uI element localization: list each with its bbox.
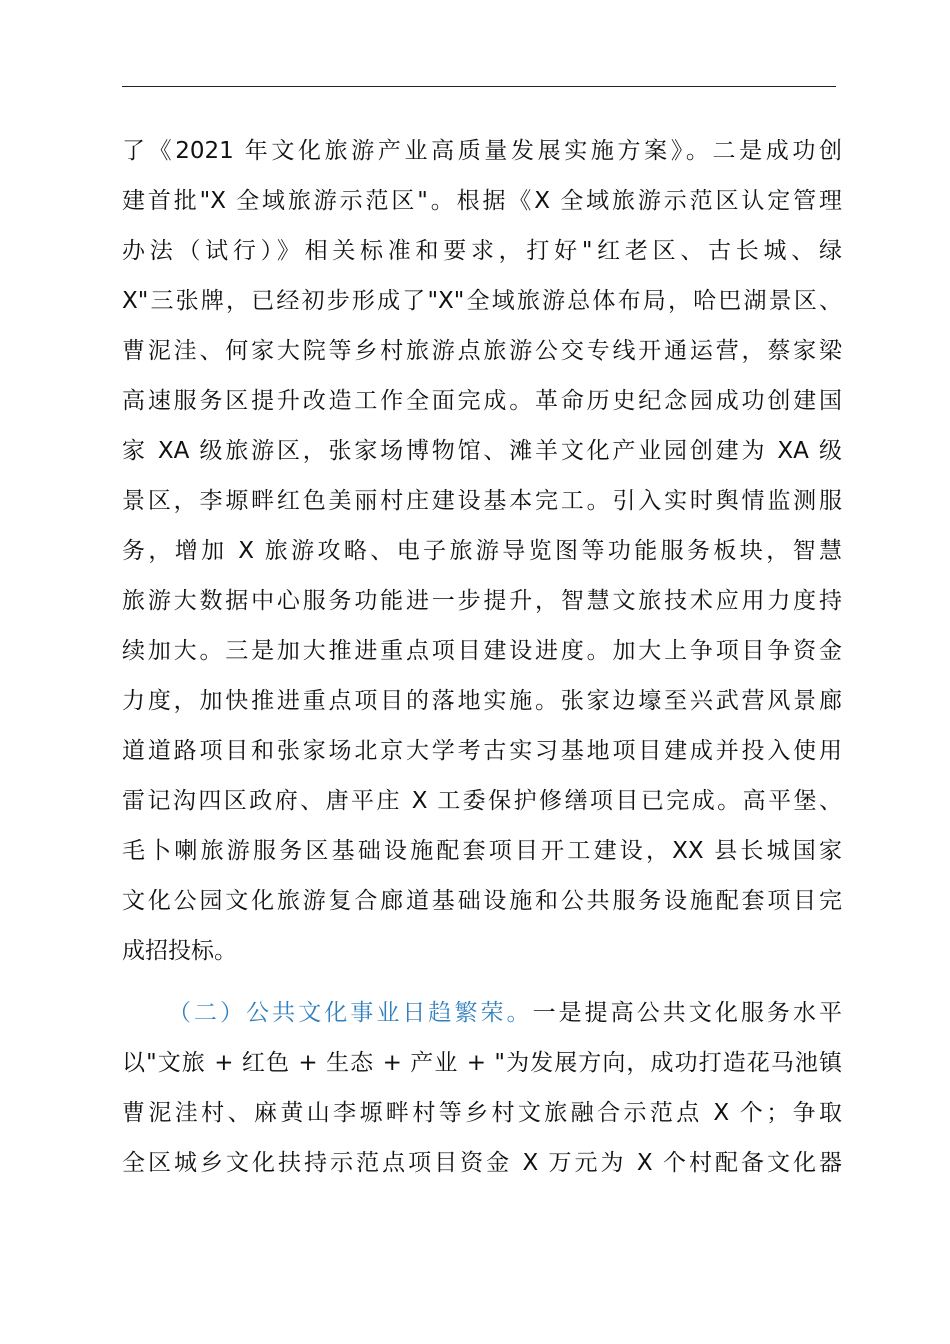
heading-line-text: 一是提高公共文化服务水平 — [532, 1000, 843, 1026]
paragraph-gap — [122, 976, 842, 988]
header-rule — [122, 86, 836, 87]
text-line: 旅游大数据中心服务功能进一步提升，智慧文旅技术应用力度持 — [122, 588, 842, 614]
text-line: X"三张牌，已经初步形成了"X"全域旅游总体布局，哈巴湖景区、 — [122, 288, 842, 314]
text-line: 家 XA 级旅游区，张家场博物馆、滩羊文化产业园创建为 XA 级 — [122, 438, 842, 464]
paragraph-1 — [122, 126, 842, 976]
text-line: 曹泥洼村、麻黄山李塬畔村等乡村文旅融合示范点 X 个；争取 — [122, 1100, 842, 1126]
text-line: 成招投标。 — [122, 938, 237, 964]
text-line: 毛卜喇旅游服务区基础设施配套项目开工建设，XX 县长城国家 — [122, 838, 842, 864]
text-line: 雷记沟四区政府、唐平庄 X 工委保护修缮项目已完成。高平堡、 — [122, 788, 842, 814]
text-line: 以"文旅 + 红色 + 生态 + 产业 + "为发展方向，成功打造花马池镇 — [122, 1050, 842, 1076]
text-line: 办法（试行）》相关标准和要求，打好"红老区、古长城、绿 — [122, 238, 842, 264]
paragraph-2 — [122, 988, 842, 1188]
text-line: 务，增加 X 旅游攻略、电子旅游导览图等功能服务板块，智慧 — [122, 538, 842, 564]
text-line: 建首批"X 全域旅游示范区"。根据《X 全域旅游示范区认定管理 — [122, 188, 842, 214]
body-text — [122, 126, 842, 1188]
text-line: 道道路项目和张家场北京大学考古实习基地项目建成并投入使用 — [122, 738, 842, 764]
section-heading: （二）公共文化事业日趋繁荣。 — [168, 1000, 533, 1026]
text-line: 文化公园文化旅游复合廊道基础设施和公共服务设施配套项目完 — [122, 888, 842, 914]
text-line: 景区，李塬畔红色美丽村庄建设基本完工。引入实时舆情监测服 — [122, 488, 842, 514]
text-line-with-heading — [122, 988, 842, 1038]
text-line: 高速服务区提升改造工作全面完成。革命历史纪念园成功创建国 — [122, 388, 842, 414]
text-line: 全区城乡文化扶持示范点项目资金 X 万元为 X 个村配备文化器 — [122, 1150, 842, 1176]
text-line: 曹泥洼、何家大院等乡村旅游点旅游公交专线开通运营，蔡家梁 — [122, 338, 842, 364]
text-line: 力度，加快推进重点项目的落地实施。张家边壕至兴武营风景廊 — [122, 688, 842, 714]
text-line: 续加大。三是加大推进重点项目建设进度。加大上争项目争资金 — [122, 638, 842, 664]
text-line: 了《2021 年文化旅游产业高质量发展实施方案》。二是成功创 — [122, 138, 842, 164]
